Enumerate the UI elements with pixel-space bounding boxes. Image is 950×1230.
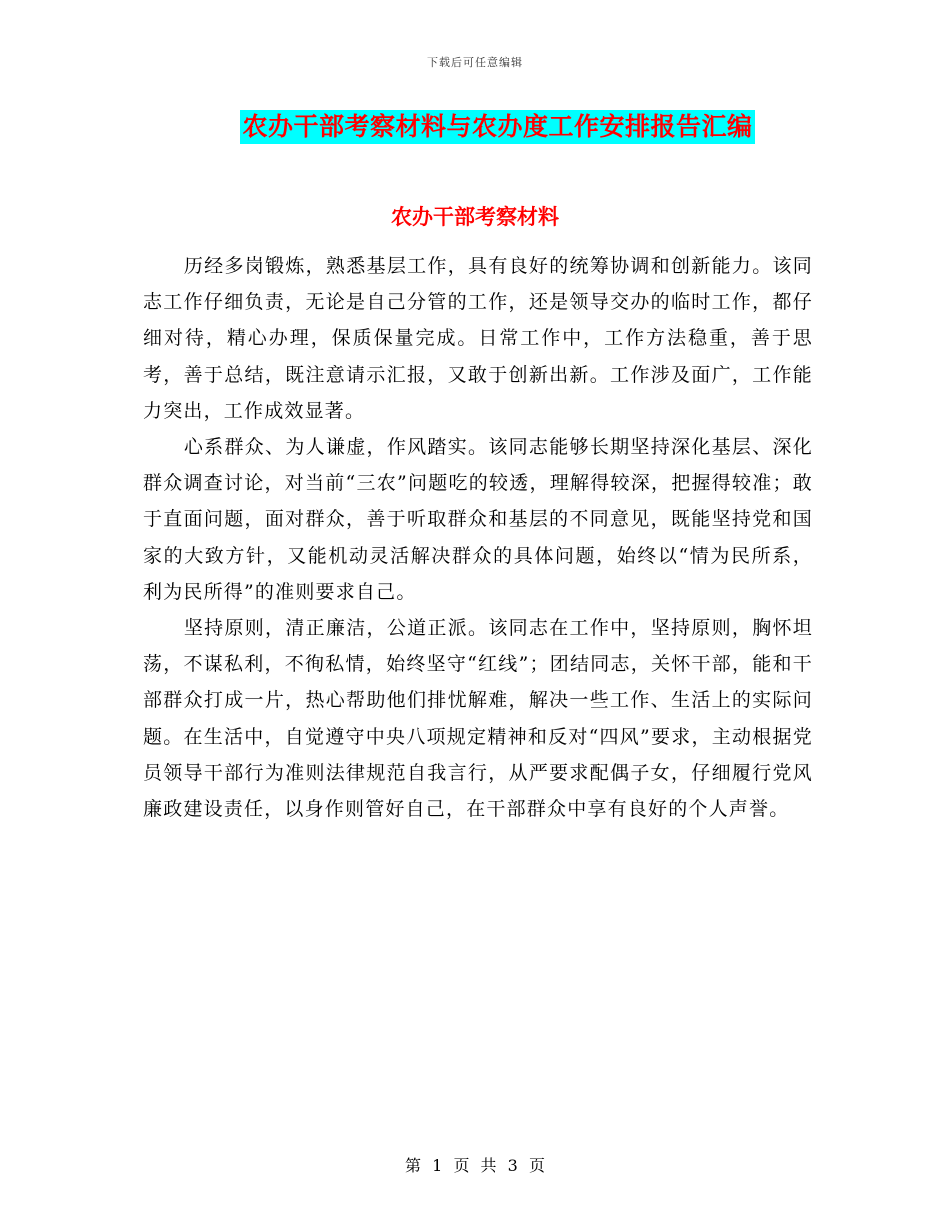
footer-label-page: 第: [405, 1156, 422, 1175]
main-title: 农办干部考察材料与农办度工作安排报告汇编: [240, 110, 754, 144]
footer-label-unit: 页: [453, 1156, 470, 1175]
page-footer: [0, 1153, 950, 1176]
footer-current-page: 1: [432, 1156, 443, 1175]
main-title-container: [0, 110, 950, 144]
footer-label-unit2: 页: [528, 1156, 545, 1175]
header-note: 下载后可任意编辑: [427, 56, 523, 69]
paragraph: 心系群众、为人谦虚，作风踏实。该同志能够长期坚持深化基层、深化群众调查讨论，对当前“三农”问题吃的较透，理解得较深，把握得较准；敢于直面问题，面对群众，善于听取群众和基层的不同意见，既能坚持党和国家的大致方针，又能机动灵活解决群众的具体问题，始终以“情为民所系，利为民所得”的准则要求自己。: [143, 436, 813, 603]
paragraph: 坚持原则，清正廉洁，公道正派。该同志在工作中，坚持原则，胸怀坦荡，不谋私利，不徇私情，始终坚守“红线”；团结同志，关怀干部，能和干部群众打成一片，热心帮助他们排忧解难，解决一些工作、生活上的实际问题。在生活中，自觉遵守中央八项规定精神和反对“四风”要求，主动根据党员领导干部行为准则法律规范自我言行，从严要求配偶子女，仔细履行党风廉政建设责任，以身作则管好自己，在干部群众中享有良好的个人声誉。: [143, 617, 813, 821]
section-title: 农办干部考察材料: [391, 204, 559, 229]
footer-total-pages: 3: [507, 1156, 518, 1175]
document-body: [143, 248, 813, 827]
footer-label-total: 共: [480, 1156, 497, 1175]
paragraph: 历经多岗锻炼，熟悉基层工作，具有良好的统筹协调和创新能力。该同志工作仔细负责，无论是自己分管的工作，还是领导交办的临时工作，都仔细对待，精心办理，保质保量完成。日常工作中，工作方法稳重，善于思考，善于总结，既注意请示汇报，又敢于创新出新。工作涉及面广，工作能力突出，工作成效显著。: [143, 255, 813, 422]
